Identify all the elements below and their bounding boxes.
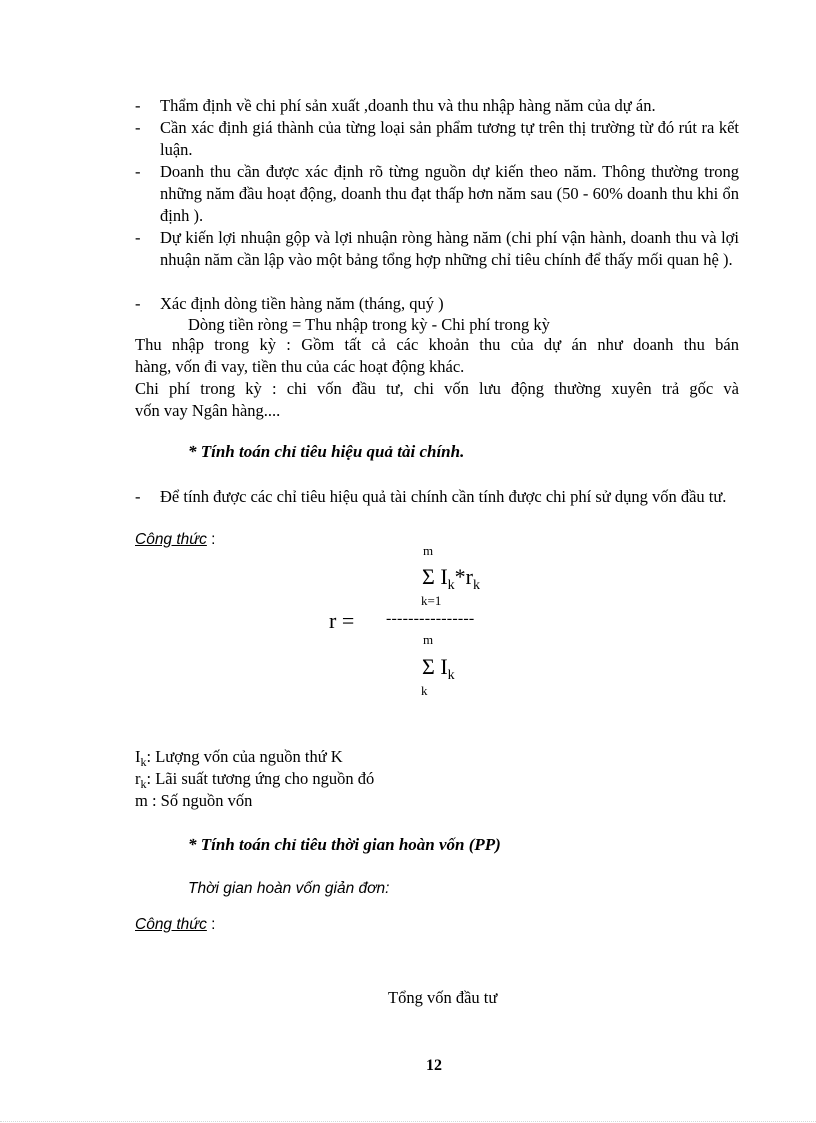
numerator-I: I [440,564,448,589]
sigma-symbol: Σ [422,654,435,679]
simple-payback-label: Thời gian hoàn vốn giản đơn: [188,880,390,897]
bullet-text: Doanh thu cần được xác định rõ từng nguồn dự kiến theo năm. Thông thường trong những năm đầu hoạt động, doanh thu đạt thấp hơn năm sau (50 - 60% doanh thu khi ổn định ). [160,162,739,225]
bullet-item [135,486,739,508]
numerator-I-sub: k [447,578,455,593]
definition-symbol: m [135,791,148,810]
cost-definition-line: vốn vay Ngân hàng.... [135,401,281,420]
total-capital-numerator: Tổng vốn đầu tư [388,988,498,1007]
definition-symbol: r [135,769,141,788]
section-heading-finance: * Tính toán chỉ tiêu hiệu quả tài chính. [188,442,465,461]
formula-label [135,528,216,551]
bullet-item [135,227,739,271]
bullet-text: Cần xác định giá thành của từng loại sản phẩm tương tự trên thị trường từ đó rút ra kết luận. [160,118,739,159]
income-definition-line: hàng, vốn đi vay, tiền thu của các hoạt động khác. [135,357,465,376]
sigma-symbol: Σ [422,564,435,589]
bullet-text: Để tính được các chỉ tiêu hiệu quả tài chính cần tính được chi phí sử dụng vốn đầu tư. [160,487,727,506]
numerator-r-sub: k [472,578,480,593]
formula-label-colon: : [206,531,216,548]
bullet-dash: - [135,162,141,181]
bullet-item [135,117,739,161]
page-number: 12 [426,1057,442,1074]
section-heading-payback: * Tính toán chỉ tiêu thời gian hoàn vốn (PP) [188,835,501,854]
sum-lower-limit: k=1 [421,593,442,608]
bullet-text: Xác định dòng tiền hàng năm (tháng, quý ) [160,294,444,313]
cashflow-formula: Dòng tiền ròng = Thu nhập trong kỳ - Chi phí trong kỳ [188,315,550,334]
denominator-I: I [440,654,448,679]
den-lower-limit: k [421,683,428,698]
den-upper-limit: m [423,632,434,647]
sum-upper-limit: m [423,543,434,558]
bullet-dash: - [135,96,141,115]
bullet-text: Dự kiến lợi nhuận gộp và lợi nhuận ròng hàng năm (chi phí vận hành, doanh thu và lợi nhuận năm cần lập vào một bảng tổng hợp những chỉ tiêu chính để thấy mối quan hệ ). [160,228,739,269]
bullet-item [135,95,739,117]
numerator-times-r: *r [454,564,473,589]
denominator-I-sub: k [447,668,455,683]
income-definition-line: Thu nhập trong kỳ : Gồm tất cả các khoản thu của dự án như doanh thu bán [135,335,739,354]
bullet-item [135,161,739,227]
formula-label [135,913,216,936]
definition-text: : Số nguồn vốn [147,791,253,810]
bullet-dash: - [135,228,141,247]
cost-definition-line: Chi phí trong kỳ : chi vốn đầu tư, chi vốn lưu động thường xuyên trả gốc và [135,379,739,398]
bullet-dash: - [135,487,141,506]
definition-symbol: I [135,747,141,766]
bullet-item [135,293,739,315]
definition-text: : Lãi suất tương ứng cho nguồn đó [146,769,375,788]
formula-label-text: Công thức [135,916,207,933]
fraction-bar: ---------------- [386,610,475,627]
definition-text: : Lượng vốn của nguồn thứ K [146,747,343,766]
bullet-dash: - [135,118,141,137]
formula-label-text: Công thức [135,531,207,548]
definition-line [135,790,252,812]
page-bottom-divider [0,1121,816,1122]
bullet-dash: - [135,294,141,313]
definition-subscript: k [140,777,147,791]
formula-lhs: r = [329,608,355,633]
bullet-text: Thẩm định về chi phí sản xuất ,doanh thu và thu nhập hàng năm của dự án. [160,96,656,115]
formula-label-colon: : [206,916,216,933]
definition-subscript: k [140,755,147,769]
